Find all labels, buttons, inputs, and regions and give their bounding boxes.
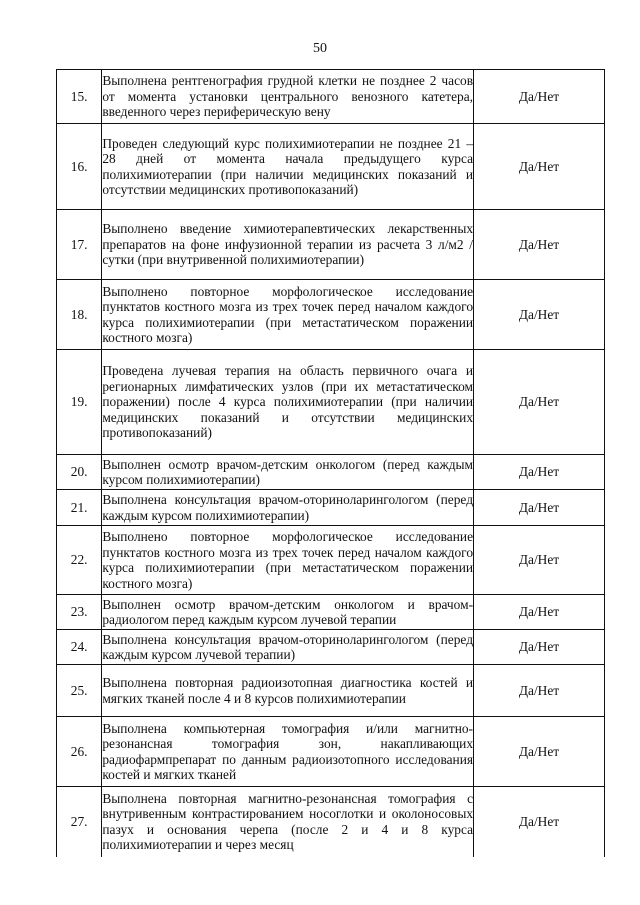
quality-criteria-table xyxy=(56,69,605,857)
row-number: 22. xyxy=(57,526,102,595)
row-number: 26. xyxy=(57,717,102,787)
table-row xyxy=(57,70,605,124)
row-number: 17. xyxy=(57,210,102,280)
answer-cell: Да/Нет xyxy=(474,455,605,490)
row-number: 21. xyxy=(57,490,102,526)
table-row xyxy=(57,787,605,857)
answer-cell: Да/Нет xyxy=(474,70,605,124)
criterion-text: Выполнен осмотр врачом-детским онкологом и врачом-радиологом перед каждым курсом лучевой терапии xyxy=(102,595,474,630)
answer-cell: Да/Нет xyxy=(474,526,605,595)
row-number: 23. xyxy=(57,595,102,630)
row-number: 15. xyxy=(57,70,102,124)
answer-cell: Да/Нет xyxy=(474,124,605,210)
answer-cell: Да/Нет xyxy=(474,787,605,857)
page-number: 50 xyxy=(313,41,327,56)
table-row xyxy=(57,280,605,350)
row-number: 16. xyxy=(57,124,102,210)
table-row xyxy=(57,717,605,787)
answer-cell: Да/Нет xyxy=(474,717,605,787)
criterion-text: Выполнена повторная радиоизотопная диагностика костей и мягких тканей после 4 и 8 курсов полихимиотерапии xyxy=(102,665,474,717)
answer-cell: Да/Нет xyxy=(474,630,605,665)
answer-cell: Да/Нет xyxy=(474,280,605,350)
row-number: 18. xyxy=(57,280,102,350)
row-number: 24. xyxy=(57,630,102,665)
criterion-text: Выполнено повторное морфологическое исследование пунктатов костного мозга из трех точек перед началом каждого курса полихимиотерапии (при метастатическом поражении костного мозга) xyxy=(102,280,474,350)
table-row xyxy=(57,210,605,280)
row-number: 27. xyxy=(57,787,102,857)
answer-cell: Да/Нет xyxy=(474,595,605,630)
criterion-text: Выполнена рентгенография грудной клетки не позднее 2 часов от момента установки центрального венозного катетера, введенного через периферическую вену xyxy=(102,70,474,124)
criterion-text: Проведена лучевая терапия на область первичного очага и регионарных лимфатических узлов (при их метастатическом поражении) после 4 курса полихимиотерапии (при наличии медицинских показаний и отсутствии медицинских противопоказаний) xyxy=(102,350,474,455)
table-row xyxy=(57,630,605,665)
row-number: 25. xyxy=(57,665,102,717)
table-row xyxy=(57,124,605,210)
answer-cell: Да/Нет xyxy=(474,210,605,280)
row-number: 19. xyxy=(57,350,102,455)
table-row xyxy=(57,595,605,630)
criterion-text: Выполнена консультация врачом-оториноларингологом (перед каждым курсом лучевой терапии) xyxy=(102,630,474,665)
answer-cell: Да/Нет xyxy=(474,665,605,717)
criterion-text: Выполнена повторная магнитно-резонансная томография с внутривенным контрастированием носоглотки и околоносовых пазух и основания черепа (после 2 и 4 и 8 курса полихимиотерапии и через месяц xyxy=(102,787,474,857)
criterion-text: Выполнена компьютерная томография и/или магнитно-резонансная томография зон, накапливающих радиофармпрепарат по данным радиоизотопного исследования костей и мягких тканей xyxy=(102,717,474,787)
criterion-text: Выполнено повторное морфологическое исследование пунктатов костного мозга из трех точек перед началом каждого курса полихимиотерапии (при метастатическом поражении костного мозга) xyxy=(102,526,474,595)
table-row xyxy=(57,350,605,455)
row-number: 20. xyxy=(57,455,102,490)
table-row xyxy=(57,455,605,490)
criterion-text: Выполнен осмотр врачом-детским онкологом (перед каждым курсом полихимиотерапии) xyxy=(102,455,474,490)
answer-cell: Да/Нет xyxy=(474,490,605,526)
criterion-text: Выполнена консультация врачом-оториноларингологом (перед каждым курсом полихимиотерапии) xyxy=(102,490,474,526)
table-row xyxy=(57,665,605,717)
table-row xyxy=(57,490,605,526)
criterion-text: Проведен следующий курс полихимиотерапии не позднее 21 – 28 дней от момента начала предыдущего курса полихимиотерапии (при наличии медицинских показаний и отсутствии медицинских противопоказаний) xyxy=(102,124,474,210)
answer-cell: Да/Нет xyxy=(474,350,605,455)
criterion-text: Выполнено введение химиотерапевтических лекарственных препаратов на фоне инфузионной терапии из расчета 3 л/м2 /сутки (при внутривенной полихимиотерапии) xyxy=(102,210,474,280)
table-row xyxy=(57,526,605,595)
